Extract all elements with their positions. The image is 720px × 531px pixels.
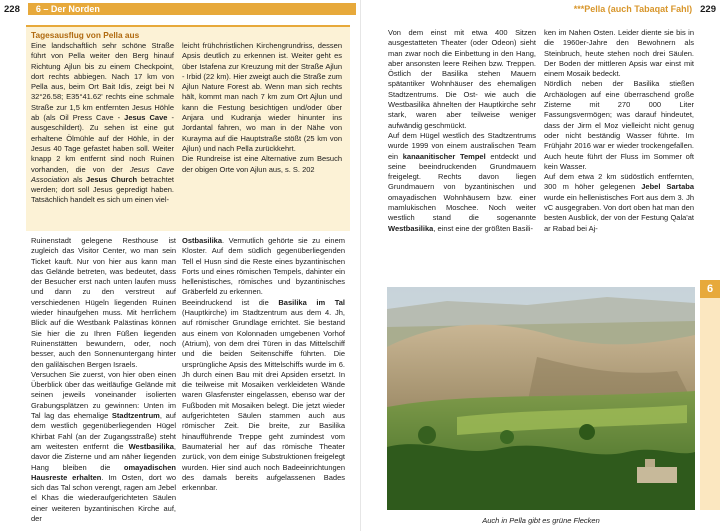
- body-paragraph: Nördlich neben der Basilika stießen Archäologen auf eine überraschend große Zisterne mit 270 000 Liter Fassungsvermögen; was darauf hindeutet, dass der Jirm el Moz vielleicht nicht genug oder nicht beständig Wasser führte. Im Frühjahr 2016 war er wieder trockengefallen. Auch heute führt der Fluss im Sommer oft kein Wasser.: [544, 79, 694, 171]
- tip-box-column-1: [31, 41, 174, 206]
- left-page-header: [4, 2, 356, 16]
- tip-box-paragraph-1: Eine landschaftlich sehr schöne Straße führt von Pella weiter den Berg hinauf Richtung Ajlun bis zu einem Checkpoint, dort rechts abbiegen. Nach 17 km von Pella aus, beim Ort Bait Idis, zeigt bei N 32°26.58; E35°41.62' rechts eine schmale Straße zur 1,5 km entfernten Jesus Höhle ab (als Oil Press Cave - Jesus Cave - ausgeschildert). Zu sehen ist eine gut erhaltene Ölmühle auf der Höhle, in der Jesus 40 Tage gefastet haben soll. Weiter knapp 2 km entfernt sind noch Ruinen vorhanden, die von der Jesus Cave Association als Jesus Church betrachtet werden; dort soll Jesus gepredigt haben. Tatsächlich handelt es sich um einen viel-: [31, 41, 174, 205]
- body-paragraph: Ostbasilika. Vermutlich gehörte sie zu einem Kloster. Auf dem südlich gegenüberliegenden Tell el Husn sind die Reste eines byzantinischen Forts und eines römischen Tempels, dahinter ein hellenistisches, römisches und byzantinisches Gräberfeld zu erkennen.: [182, 236, 345, 297]
- landscape-illustration: [387, 287, 695, 510]
- ruin-wall: [645, 459, 655, 467]
- chapter-tab-strip: [700, 298, 720, 510]
- body-paragraph: ken im Nahen Osten. Leider diente sie bis in die 1960er-Jahre den Bewohnern als Steinbruch, heute stehen noch drei Säulen. Der Boden der mittleren Apsis war einst mit einem Mosaik bedeckt.: [544, 28, 694, 79]
- body-paragraph: Auf dem Hügel westlich des Stadtzentrums wurde 1999 von einem australischen Team ein kanaanitischer Tempel entdeckt und seine beeindruckenden Grundmauern freigelegt. Rechts davon liegen Grundmauern von byzantinischen und omayadischen Wohnhäusern bzw. einer mamlukischen Moschee. Noch weiter westlich stand die sogenannte Westbasilika, einst eine der größten Basili-: [388, 130, 536, 233]
- running-title: ***Pella (auch Tabaqat Fahl): [573, 4, 693, 14]
- tip-box-column-2: [182, 41, 342, 175]
- photo-caption: Auch in Pella gibt es grüne Flecken: [482, 516, 600, 525]
- body-column-2: [182, 236, 345, 493]
- right-page-header: [366, 2, 716, 16]
- page-gutter: [360, 0, 361, 531]
- tree: [418, 426, 436, 444]
- body-column-3: [388, 28, 536, 234]
- body-paragraph: Beeindruckend ist die Basilika im Tal (Hauptkirche) im Stadtzentrum aus dem 4. Jh, auf römischer Grundlage errichtet. Sie bestand aus einem von Kolonnaden umgebenen Vorhof (Atrium), von dem drei Türen in das Mittelschiff und die beiden Seitenschiffe führten. Die ursprüngliche Apsis des Mittelschiffs wurde im 6. Jh durch einen Bau mit drei Apsiden ersetzt. In die teilweise mit Mosaiken verkleideten Wände waren Glasfenster eingelassen, ebenso war der Fußboden mit Mosaiken belegt. Die jetzt wieder aufgerichteten Säulen stammen auch aus römischer Zeit. Die breite, zur Basilika hinaufführende Treppe geht zumindest vom Baumaterial her auf das römische Theater zurück, von dem einige Substruktionen freigelegt wurden. Hier sind auch noch Badeeinrichtungen des damals bereits aufgelassenen Bades erkennbar.: [182, 297, 345, 493]
- body-paragraph: Von dem einst mit etwa 400 Sitzen ausgestatteten Theater (oder Odeon) sieht man zwar noch die Einbettung in den Hang, aber ansonsten leere Reihen bzw. Treppen. Östlich der Basilika stehen Mauern spätantiker Wohnhäuser des ehemaligen Stadtzentrums. Die Ost- wie auch die Westbasilika ähnelten der Hauptkirche sehr stark, waren aber teilweise weniger aufwändig geschmückt.: [388, 28, 536, 130]
- ruin-wall: [637, 467, 677, 483]
- chapter-label: 6 – Der Norden: [28, 3, 356, 15]
- landscape-photo: [387, 287, 695, 510]
- body-paragraph: Auf dem etwa 2 km südöstlich entfernten, 300 m höher gelegenen Jebel Sartaba wurde ein hellenistisches Fort aus dem 3. Jh vC ausgegraben. Von dort oben hat man den besten Ausblick, der von der Festung Qala'at ar Rabad bei Aj-: [544, 172, 694, 233]
- body-paragraph: Ruinenstadt gelegene Resthouse ist zugleich das Visitor Center, wo man sein Ticket kauft. Nur von hier aus kann man das Gelände betreten, was bedeutet, dass der Besucher erst nach unten laufen muss und dann zu den verstreut auf verschiedenen Hügeln liegenden Ruinen wieder hinaufgehen muss. Mit herrlichem Blick auf die Westbank Palästinas können Sie hier die zu Ihren Füßen liegenden Ruinenstätten bewundern, oder, noch besser, auch den Sonnenuntergang hinter den galiläischen Bergen Israels.: [31, 236, 176, 369]
- right-page-number: 229: [700, 3, 716, 15]
- body-column-1: [31, 236, 176, 524]
- chapter-tab: 6: [700, 280, 720, 298]
- tree: [500, 430, 514, 444]
- body-paragraph: Versuchen Sie zuerst, von hier oben einen Überblick über das weitläufige Gelände mit seinen jeweils voneinander isolierten Grabungsplätzen zu gewinnen: Unten im Tal lag das ehemalige Stadtzentrum, auf dem westlich gegenüberliegenden Hügel Khirbat Fahl (an der Zugangsstraße) steht am weitesten entfernt die Westbasilika, davor die Zisterne und am näher liegenden Hang bleiben die omayadischen Hausreste erhalten. Im Osten, dort wo sich das Tal schon verengt, ragen am Jebel el Khas die wiederaufgerichteten Säulen einer weiteren byzantinischen Kirche auf, der: [31, 369, 177, 524]
- tip-box-title: Tagesausflug von Pella aus: [31, 30, 140, 40]
- tip-box-paragraph-3: Die Rundreise ist eine Alternative zum Besuch der obigen Orte von Ajlun aus, s. S. 202: [182, 154, 342, 174]
- left-page-number: 228: [4, 3, 20, 15]
- tip-box-paragraph-2: leicht frühchristlichen Kirchengrundriss, dessen Apsis deutlich zu erkennen ist. Weiter geht es über Istafena zur Kreuzung mit der Straße Ajlun - Irbid (22 km). Hier zweigt auch die Straße zum Ajlun Nature Forest ab. Wenn man sich rechts hält, kommt man nach 7 km zum Ort Ajlun und kann die Festung besichtigen und/oder über Anjara und Kudranja wieder hinunter ins Jordantal fahren, wo man in der Nähe von Kurayma auf die Hauptstraße stößt (25 km von Ajlun) und nach Pella zurückkehrt.: [182, 41, 342, 153]
- body-column-4: [544, 28, 694, 234]
- tree: [579, 424, 595, 440]
